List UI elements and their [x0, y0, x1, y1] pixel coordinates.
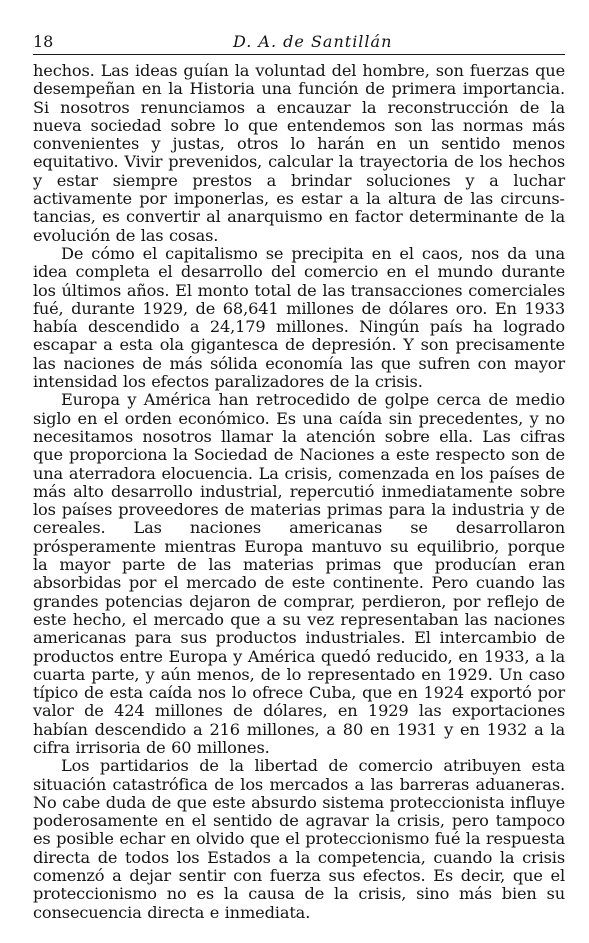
- paragraph-1: hechos. Las ideas guían la voluntad del hombre, son fuerzas que desempeñan en la Historia una función de primera importancia. Si nosotros renunciamos a encauzar la reconstrucción de la nueva sociedad sobre lo que entendemos son las normas más convenientes y justas, otros lo harán en un sentido menos equitativo. Vivir prevenidos, calcular la trayectoria de los hechos y estar siempre prestos a brindar soluciones y a luchar activamente por imponerlas, es estar a la altura de las circunstancias, es convertir al anarquismo en factor determinante de la evolución de las cosas.: [33, 61, 565, 245]
- running-head: D. A. de Santillán: [233, 32, 393, 51]
- paragraph-2: De cómo el capitalismo se precipita en el caos, nos da una idea completa el desarrollo del comercio en el mundo durante los últimos años. El monto total de las transacciones comerciales fué, durante 1929, de 68,641 millones de dólares oro. En 1933 había descendido a 24,179 millones. Ningún país ha logrado escapar a esta ola gigantesca de depresión. Y son precisamente las naciones de más sólida economía las que sufren con mayor intensidad los efectos paralizadores de la crisis.: [33, 243, 565, 392]
- paragraph-4: Los partidarios de la libertad de comercio atribuyen esta situación catastrófica de los mercados a las barreras aduaneras. No cabe duda de que este absurdo sistema proteccionista influye poderosamente en el sentido de agravar la crisis, pero tampoco es posible echar en olvido que el proteccionismo fué la respuesta directa de todos los Estados a la competencia, cuando la crisis comenzó a dejar sentir con fuerza sus efectos. Es decir, que el proteccionismo no es la causa de la crisis, sino más bien su consecuencia directa e inmediata.: [33, 756, 565, 922]
- paragraph-3: Europa y América han retrocedido de golpe cerca de medio siglo en el orden económico. Es una caída sin precedentes, y no necesitamos nosotros llamar la atención sobre ella. Las cifras que proporciona la Sociedad de Naciones a este respecto son de una aterradora elocuencia. La crisis, comenzada en los países de más alto desarrollo industrial, repercutió inmediatamente sobre los países proveedores de materias primas para la industria y de cereales. Las naciones americanas se desarrollaron prósperamente mientras Europa mantuvo su equilibrio, porque la mayor parte de las materias primas que producían eran absorbidas por el mercado de este continente. Pero cuando las grandes potencias dejaron de comprar, perdieron, por reflejo de este hecho, el mercado que a su vez representaban las naciones americanas para sus productos industriales. El intercambio de productos entre Europa y América quedó reducido, en 1933, a la cuarta parte, y aún menos, de lo representado en 1929. Un caso típico de esta caída nos lo ofrece Cuba, que en 1924 exportó por valor de 424 millones de dólares, en 1929 las exportaciones habían descendido a 216 millones, a 80 en 1931 y en 1932 a la cifra irrisoria de 60 millones.: [33, 390, 565, 757]
- page-number: 18: [33, 32, 54, 51]
- body-text: [33, 62, 565, 922]
- page-header: [33, 28, 565, 52]
- header-rule: [33, 54, 565, 55]
